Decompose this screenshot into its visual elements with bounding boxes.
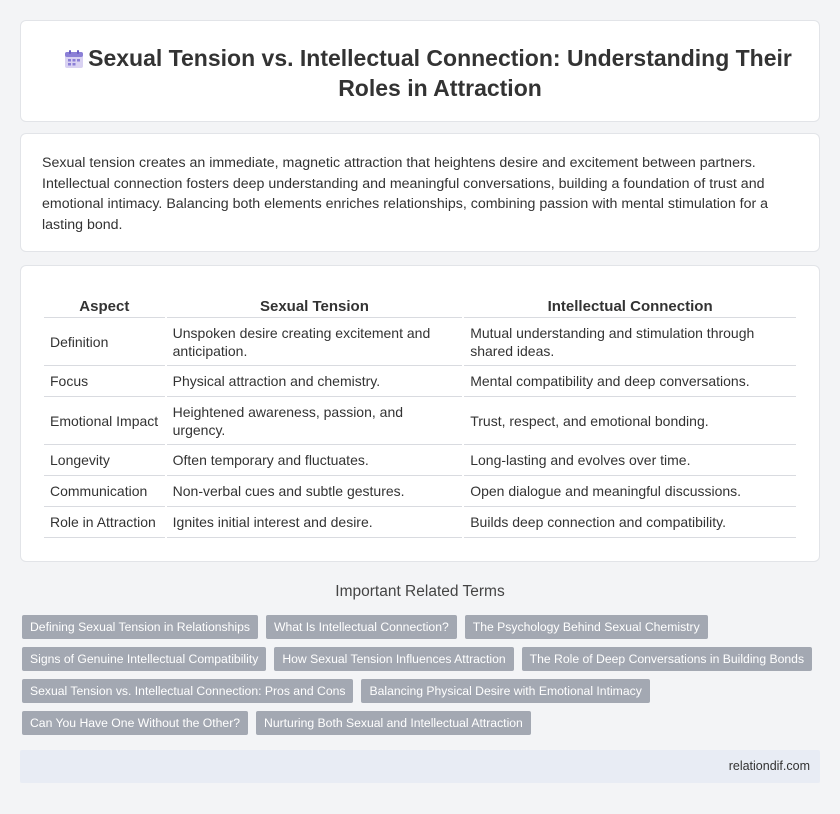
table-cell: Mental compatibility and deep conversations. [464,366,796,397]
table-header-aspect: Aspect [44,297,165,318]
table-cell: Often temporary and fluctuates. [167,445,463,476]
comparison-card [20,265,820,562]
table-cell: Long-lasting and evolves over time. [464,445,796,476]
footer [20,750,820,783]
table-cell: Heightened awareness, passion, and urgency. [167,397,463,445]
table-row [44,397,796,445]
table-cell: Non-verbal cues and subtle gestures. [167,476,463,507]
table-cell: Role in Attraction [44,507,165,538]
table-cell: Emotional Impact [44,397,165,445]
table-row [44,445,796,476]
related-term-tag[interactable]: Sexual Tension vs. Intellectual Connection: Pros and Cons [22,679,353,703]
table-header-intellectual-connection: Intellectual Connection [464,297,796,318]
table-cell: Longevity [44,445,165,476]
table-cell: Unspoken desire creating excitement and anticipation. [167,318,463,366]
table-cell: Open dialogue and meaningful discussions. [464,476,796,507]
related-term-tag[interactable]: Can You Have One Without the Other? [22,711,248,735]
table-cell: Communication [44,476,165,507]
table-cell: Focus [44,366,165,397]
table-cell: Definition [44,318,165,366]
intro-card [20,133,820,252]
table-row [44,507,796,538]
related-term-tag[interactable]: Balancing Physical Desire with Emotional Intimacy [361,679,649,703]
related-term-tag[interactable]: The Role of Deep Conversations in Building Bonds [522,647,812,671]
site-name[interactable]: relationdif.com [728,759,810,773]
related-term-tag[interactable]: The Psychology Behind Sexual Chemistry [465,615,708,639]
table-cell: Physical attraction and chemistry. [167,366,463,397]
table-row [44,318,796,366]
header-card [20,20,820,122]
table-header-sexual-tension: Sexual Tension [167,297,463,318]
table-row [44,476,796,507]
related-terms-list [22,615,812,743]
comparison-table [42,297,798,538]
related-term-tag[interactable]: Signs of Genuine Intellectual Compatibility [22,647,266,671]
related-terms-title: Important Related Terms [335,583,505,600]
table-cell: Builds deep connection and compatibility. [464,507,796,538]
page-title: Sexual Tension vs. Intellectual Connection: Understanding Their Roles in Attraction [88,45,792,101]
intro-paragraph: Sexual tension creates an immediate, magnetic attraction that heightens desire and excitement between partners. Intellectual connection fosters deep understanding and meaningful conversations, building a foundation of trust and emotional intimacy. Balancing both elements enriches relationships, combining passion with mental stimulation for a lasting bond. [42,155,769,233]
table-cell: Trust, respect, and emotional bonding. [464,397,796,445]
related-term-tag[interactable]: Nurturing Both Sexual and Intellectual Attraction [256,711,531,735]
related-term-tag[interactable]: Defining Sexual Tension in Relationships [22,615,258,639]
table-cell: Ignites initial interest and desire. [167,507,463,538]
related-term-tag[interactable]: What Is Intellectual Connection? [266,615,457,639]
related-term-tag[interactable]: How Sexual Tension Influences Attraction [274,647,513,671]
table-row [44,366,796,397]
table-cell: Mutual understanding and stimulation through shared ideas. [464,318,796,366]
